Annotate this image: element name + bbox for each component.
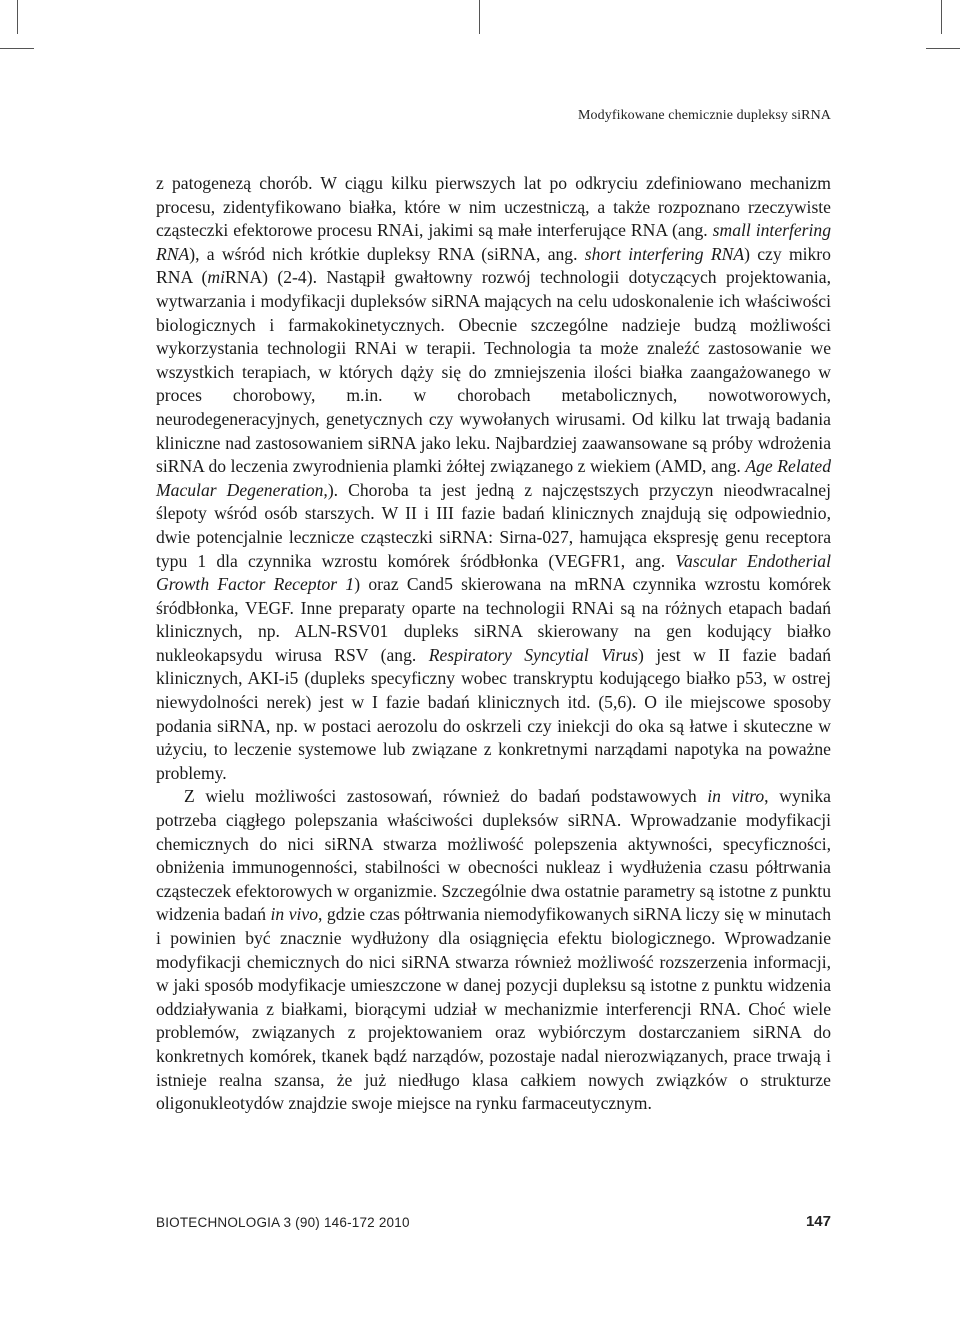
paragraph-2 (156, 785, 831, 1115)
italic-term: small interfering RNA (156, 220, 831, 264)
italic-term: Vascular Endotherial Growth Factor Receptor 1 (156, 550, 831, 595)
italic-term: Age Related Macular Degeneration, (156, 456, 831, 500)
text-run: z patogenezą chorób. W ciągu kilku pierwszych lat po odkryciu zdefiniowano mechanizm procesu, zidentyfikowano białka, które w nim uczestniczą, a także rozpoznano rzeczywiste cząsteczki efektorowe procesu RNAi, jakimi są małe interferujące RNA (ang. (156, 173, 831, 241)
text-run: , gdzie czas półtrwania niemodyfikowanych siRNA liczy się w minutach i powinien być znacznie wydłużony dla osiągnięcia efektu biologicznego. Wprowadzanie modyfikacji chemicznych do nici siRNA stwarza również możliwość rozszerzenia informacji, w jaki sposób modyfikacje umieszczone w danej pozycji dupleksu są istotne z punktu widzenia oddziaływania z białkami, biorącymi udział w mechanizmie interferencji RNA. Choć wiele problemów, związanych z projektowaniem oraz wybiórczym dostarczaniem siRNA do konkretnych komórek, tkanek bądź narządów, pozostaje nadal nierozwiązanych, prace trwają i istnieje realna szansa, że już niedługo klasa całkiem nowych związków o strukturze oligonukleotydów znajdzie swoje miejsce na rynku farmaceutycznym. (156, 904, 832, 1114)
text-run: ) jest w II fazie badań klinicznych, AKI-i5 (dupleks specyficzny wobec transkryptu kodującego białko p53, w ostrej niewydolności nerek) jest w I fazie badań klinicznych itd. (5,6). O ile miejscowe sposoby podania siRNA, np. w postaci aerozolu do oskrzeli czy iniekcji do oka są łatwe i skuteczne w użyciu, to leczenie systemowe lub związane z konkretnymi narządami napotyka na poważne problemy. (156, 644, 831, 783)
text-run: ), a wśród nich krótkie dupleksy RNA (siRNA, ang. (189, 243, 585, 264)
running-header: Modyfikowane chemicznie dupleksy siRNA (577, 108, 831, 123)
italic-term: short interfering RNA (584, 243, 745, 264)
text-run: Z wielu możliwości zastosowań, również do badań podstawowych (184, 786, 708, 807)
italic-term: mi (207, 267, 226, 288)
crop-mark-top-right (941, 0, 942, 34)
text-run: ) oraz Cand5 skierowana na mRNA czynnika wzrostu komórek śródbłonka, VEGF. Inne preparaty oparte na technologii RNAi są na różnych etapach badań klinicznych, np. ALN-RSV01 dupleks siRNA skierowany na gen kodujący białko nukleokapsydu wirusa RSV (ang. (156, 574, 831, 665)
paragraph-1 (156, 172, 831, 785)
journal-citation: BIOTECHNOLOGIA 3 (90) 146-172 2010 (156, 1215, 410, 1230)
page-number: 147 (805, 1213, 831, 1230)
text-run: ). Choroba ta jest jedną z najczęstszych przyczyn nieodwracalnej ślepoty wśród osób starszych. W II i III fazie badań klinicznych znajdują się odpowiednio, dwie potencjalnie lecznicze cząsteczki siRNA: Sirna-027, hamująca ekspresję genu receptora typu 1 dla czynnika wzrostu komórek śródbłonka (VEGFR1, ang. (156, 479, 831, 571)
crop-mark-top-left (17, 0, 18, 34)
text-run: RNA) (2-4). Nastąpił gwałtowny rozwój technologii dotyczących projektowania, wytwarzania i modyfikacji dupleksów siRNA mających na celu udoskonalenie ich właściwości biologicznych i farmakokinetycznych. Obecnie szczególne nadzieje budzą możliwości wykorzystania technologii RNAi w terapii. Technologia ta może znaleźć zastosowanie we wszystkich terapiach, w których dąży się do zmniejszenia ilości białka zaangażowanego w proces chorobowy, m.in. w chorobach metabolicznych, nowotworowych, neurodegeneracyjnych, genetycznych czy wywołanych wirusami. Od kilku lat trwają badania kliniczne nad zastosowaniem siRNA jako leku. Najbardziej zaawansowane są próby wdrożenia siRNA do leczenia zwyrodnienia plamki żółtej związanego z wiekiem (AMD, ang. (156, 267, 831, 477)
text-run: ) czy mikro RNA ( (156, 243, 831, 288)
crop-mark-top-center (479, 0, 480, 34)
text-run: , wynika potrzeba ciągłego polepszania właściwości dupleksów siRNA. Wprowadzanie modyfikacji chemicznych do nici siRNA stwarza możliwość polepszenia aktywności, specyficzności, obniżenia immunogenności, stabilności w obecności nukleaz i wydłużenia czasu półtrwania cząsteczek efektorowych w organizmie. Szczególnie dwa ostatnie parametry są istotne z punktu widzenia badań (156, 786, 831, 925)
crop-mark-left-edge (0, 48, 34, 49)
italic-term: in vitro (707, 786, 765, 807)
crop-mark-right-edge (926, 48, 960, 49)
italic-term: Respiratory Syncytial Virus (428, 644, 638, 665)
article-body (156, 172, 831, 1116)
italic-term: in vivo (270, 904, 319, 925)
